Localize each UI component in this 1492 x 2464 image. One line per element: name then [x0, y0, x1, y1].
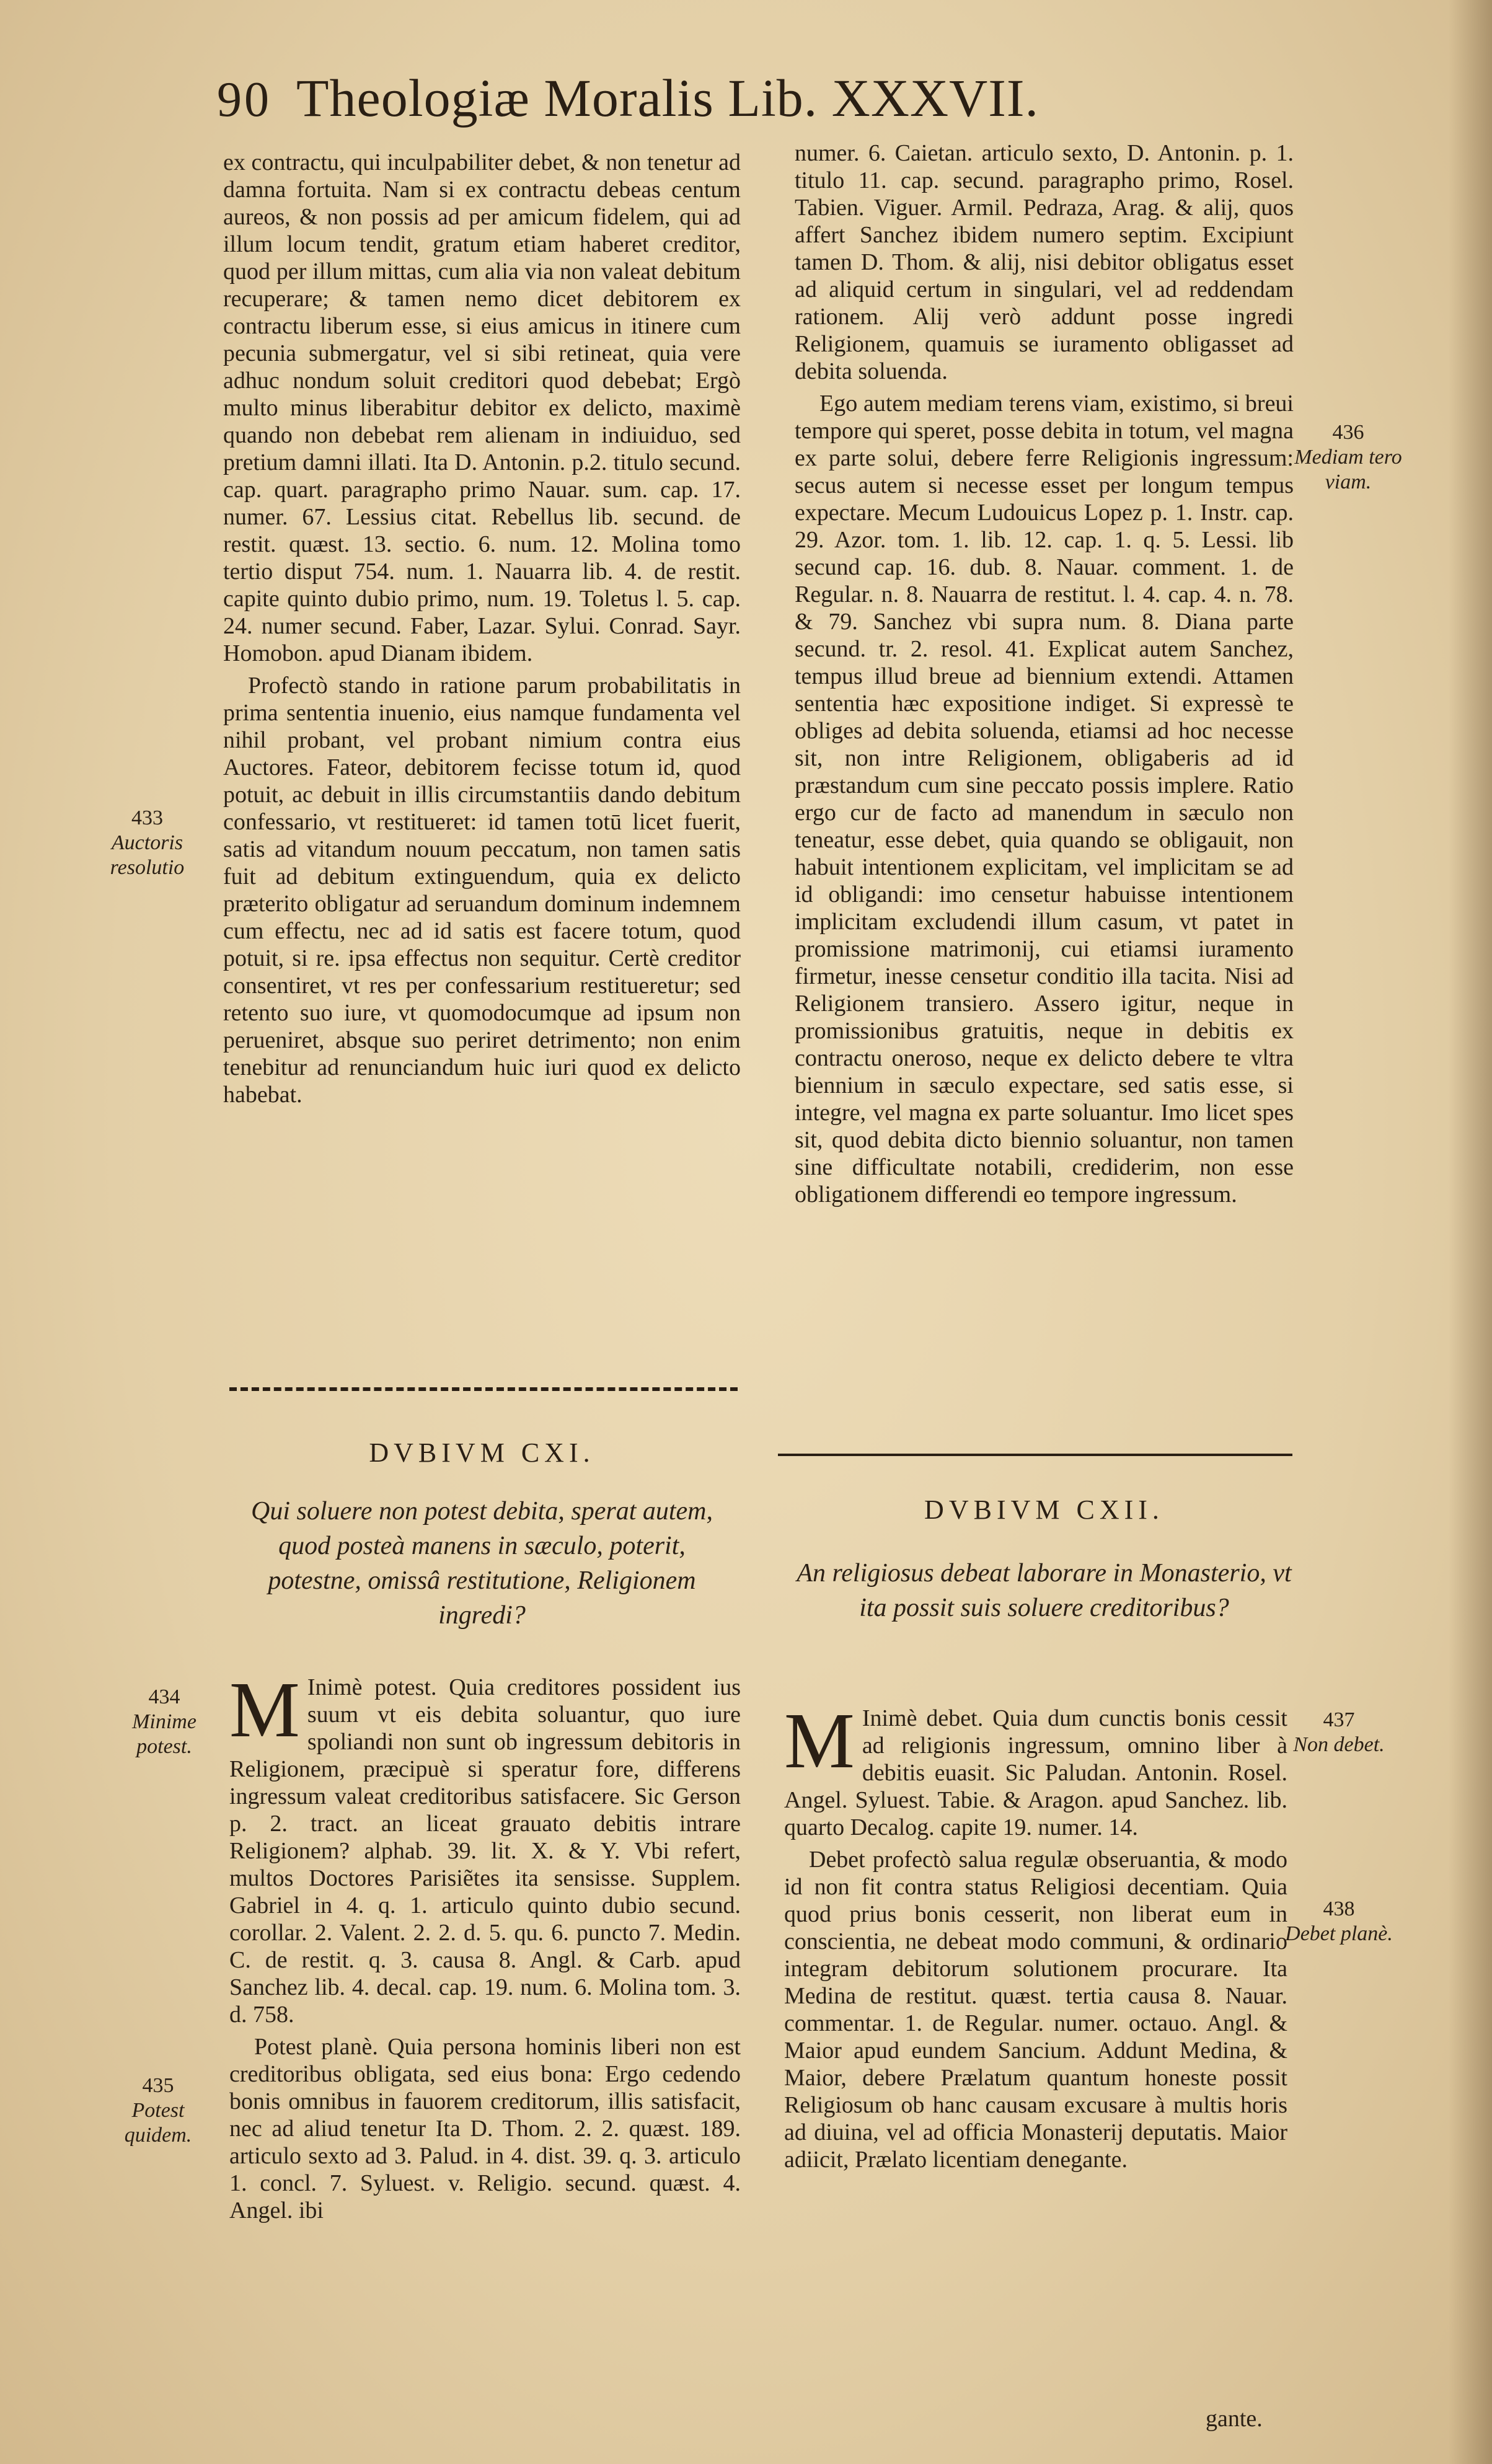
margin-note-number: 434 [148, 1685, 180, 1708]
margin-note-438 [1280, 1897, 1398, 1946]
paragraph: ex contractu, qui inculpabiliter debet, & non tenetur ad damna fortuita. Nam si ex contractu debeas centum aureos, & non possis ad per amicum fidelem, qui ad illum locum tendit, gratum etiam haberet creditor, quod per illum mittas, cum alia via non valeat debitum recuperare; & tamen nemo dicet debitorem ex contractu liberum esse, si eius amicus in itinere cum pecunia submergatur, vel si sibi retineat, quia vere adhuc nondum soluit creditori quod debebat; Ergò multo minus liberabitur debitor ex delicto, maximè quando non debebat rem alienam in indiuiduo, sed pretium damni illati. Ita D. Antonin. p.2. titulo secund. cap. quart. paragrapho primo Nauar. sum. cap. 17. numer. 67. Lessius citat. Rebellus lib. secund. de restit. quæst. 13. sectio. 6. num. 12. Molina tomo tertio disput 754. num. 1. Nauarra lib. 4. de restit. capite quinto dubio primo, num. 19. Toletus l. 5. cap. 24. numer secund. Faber, Lazar. Sylui. Conrad. Sayr. Homobon. apud Dianam ibidem. [223, 149, 741, 666]
paragraph-dropcap [784, 1697, 1287, 1841]
page-header [217, 67, 1283, 141]
section-divider-right [778, 1454, 1292, 1456]
drop-cap: M [784, 1697, 855, 1785]
margin-note-text: Minime potest. [132, 1710, 196, 1758]
question-right: An religiosus debeat laborare in Monasterio, vt ita possit suis soluere creditoribus? [797, 1559, 1292, 1622]
paragraph: Ego autem mediam terens viam, existimo, si breui tempore qui speret, posse debita in totum, vel magna ex parte solui, debere ferre Religionis ingressum: secus autem si necesse esset per longum tempus expectare. Mecum Ludouicus Lopez p. 1. Instr. cap. 29. Azor. tom. 1. lib. 12. cap. 1. q. 5. Lessi. lib secund cap. 16. dub. 8. Nauar. comment. 1. de Regular. n. 8. Nauarra de restitut. l. 4. cap. 4. n. 78. & 79. Sanchez vbi supra num. 8. Diana parte secund. tr. 2. resol. 41. Explicat autem Sanchez, tempus illud breue ad biennium extendi. Attamen sententia hæc expositione indiget. Si expressè te obliges ad debita soluenda, etiamsi ad hoc necesse sit, non intre Religionem, obligaberis ad id præstandum cum sine peccato possis implere. Ratio ergo cur de facto ad manendum in sæculo non teneatur, esse debet, quia quando se obligauit, non habuit intentionem explicitam, vel implicitam se ad id obligandi: imo censetur habuisse intentionem implicitam excludendi illum casum, vt patet in promissione matrimonij, cui etiamsi iuramento firmetur, inesse censetur conditio illa tacita. Nisi ad Religionem transiero. Assero igitur, neque in promissionibus gratuitis, neque in debitis ex contractu oneroso, neque ex delicto debere te vltra biennium in sæculo expectare, sed satis esse, si integre, vel magna ex parte soluantur. Imo licet spes sit, quod debita dicto biennio soluantur, non tamen sine difficultate notabili, crediderim, non esse obligationem differendi eo tempore ingressum. [795, 391, 1294, 1208]
dubium-title-right: DVBIVM CXII. [924, 1495, 1164, 1525]
paragraph-text: Inimè debet. Quia dum cunctis bonis cessit ad religionis ingressum, omnino liber à debitis euasit. Sic Paludan. Antonin. Rosel. Angel. Syluest. Tabie. & Aragon. apud Sanchez. lib. quarto Decalog. capite 19. numer. 14. [784, 1705, 1287, 1840]
right-column-bottom [784, 1697, 1287, 2178]
gutter-shadow [1449, 0, 1492, 2464]
paragraph-text: Inimè potest. Quia creditores possident ius suum vt eis debita soluantur, quo iure spoliandi non sunt ob ingressum debitoris in Religionem, præcipuè si speratur fore, differens ingressum valeat creditoribus satisfacere. Sic Gerson p. 2. tract. an liceat grauato debitis intrare Religionem? alphab. 39. lit. X. & Y. Vbi refert, multos Doctores Parisiẽtes ita sensisse. Supplem. Gabriel in 4. q. 1. articulo quinto dubio secund. corollar. 2. Valent. 2. 2. d. 5. qu. 6. puncto 7. Medin. C. de restit. q. 3. causa 8. Angl. & Carb. apud Sanchez lib. 4. decal. cap. 19. num. 6. Molina tom. 3. d. 758. [229, 1674, 741, 2028]
margin-note-number: 436 [1332, 421, 1364, 444]
margin-note-number: 435 [142, 2074, 174, 2097]
margin-note-text: Auctoris resolutio [110, 831, 185, 879]
margin-note-text: Debet planè. [1285, 1922, 1393, 1945]
margin-note-436 [1286, 420, 1410, 495]
catchword: gante. [1206, 2406, 1263, 2432]
dubium-title-left: DVBIVM CXI. [369, 1437, 595, 1468]
margin-note-433 [93, 806, 201, 880]
margin-note-437 [1277, 1708, 1401, 1757]
page-number: 90 [217, 73, 271, 127]
paragraph-dropcap [229, 1666, 741, 2028]
question-left: Qui soluere non potest debita, sperat autem, quod posteà manens in sæculo, poterit, potestne, omissâ restitutione, Religionem ingredi? [250, 1497, 713, 1630]
margin-note-text: Non debet. [1293, 1733, 1385, 1756]
paragraph: numer. 6. Caietan. articulo sexto, D. Antonin. p. 1. titulo 11. cap. secund. paragrapho primo, Rosel. Tabien. Viguer. Armil. Pedraza, Arag. & alij, quos affert Sanchez ibidem numero septim. Excipiunt tamen D. Thom. & alij, nisi debitor obligatus esset ad aliquid certum in singulari, vel ad reddendam rationem. Alij verò addunt posse ingredi Religionem, quamuis se iuramento obligasset ad debita soluenda. [795, 140, 1294, 384]
paragraph: Potest planè. Quia persona hominis liberi non est creditoribus obligata, sed eius bona: Ergo cedendo bonis omnibus in fauorem creditorum, illis satisfacit, nec ad aliud tenetur Ita D. Thom. 2. 2. quæst. 189. articulo sexto ad 3. Palud. in 4. dist. 39. q. 3. articulo 1. concl. 7. Syluest. v. Religio. secund. quæst. 4. Angel. ibi [229, 2034, 741, 2223]
paragraph: Debet profectò salua regulæ obseruantia, & modo id non fit contra status Religiosi decentiam. Quia quod prius bonis cesserit, non liberat eum in conscientia, ne debeat modo communi, & ordinario integram debitorum solutionem procurare. Ita Medina de restitut. quæst. tertia causa 8. Nauar. commentar. 1. de Regular. numer. octauo. Angl. & Maior apud eundem Sancium. Addunt Medina, & Maior, debere Prælatum quantum honeste possit Religiosum ob hanc causam excusare à multis horis ad diuina, vel ad officia Monasterij deputatis. Maior adiicit, Prælato licentiam denegante. [784, 1847, 1287, 2173]
margin-note-435 [108, 2073, 208, 2148]
section-divider-left [229, 1387, 738, 1391]
margin-note-text: Potest quidem. [124, 2099, 192, 2147]
margin-note-number: 437 [1323, 1708, 1355, 1731]
margin-note-text: Mediam tero viam. [1294, 446, 1402, 493]
left-column-top [223, 149, 741, 1113]
running-title: Theologiæ Moralis Lib. XXXVII. [296, 68, 1040, 128]
margin-note-number: 438 [1323, 1897, 1355, 1920]
margin-note-434 [118, 1685, 211, 1759]
margin-note-number: 433 [131, 806, 163, 829]
paragraph: Profectò stando in ratione parum probabilitatis in prima sententia inuenio, eius namque fundamenta vel nihil probant, vel probant nimium contra eius Auctores. Fateor, debitorem fecisse totum id, quod potuit, ac debuit in illis circumstantiis dando debitum confessario, vt restitueret: id tamen totū licet fuerit, satis ad vitandum nouum peccatum, non tamen satis fuit ad debitum extinguendum, quia ex delicto præterito obligatur ad seruandum dominum indemnem cum effectu, nec ad id satis est facere totum, quod potuit, si re. ipsa effectus non sequitur. Certè creditor consentiret, vt res per confessarium restitueretur; sed retento suo iure, vt quomodocumque ad ipsum non perueniret, absque suo periret detrimento; non enim tenebitur ad renunciandum huic iuri quod ex delicto habebat. [223, 673, 741, 1108]
left-column-bottom [229, 1666, 741, 2229]
drop-cap: M [229, 1666, 300, 1754]
right-column-top [795, 139, 1294, 1213]
